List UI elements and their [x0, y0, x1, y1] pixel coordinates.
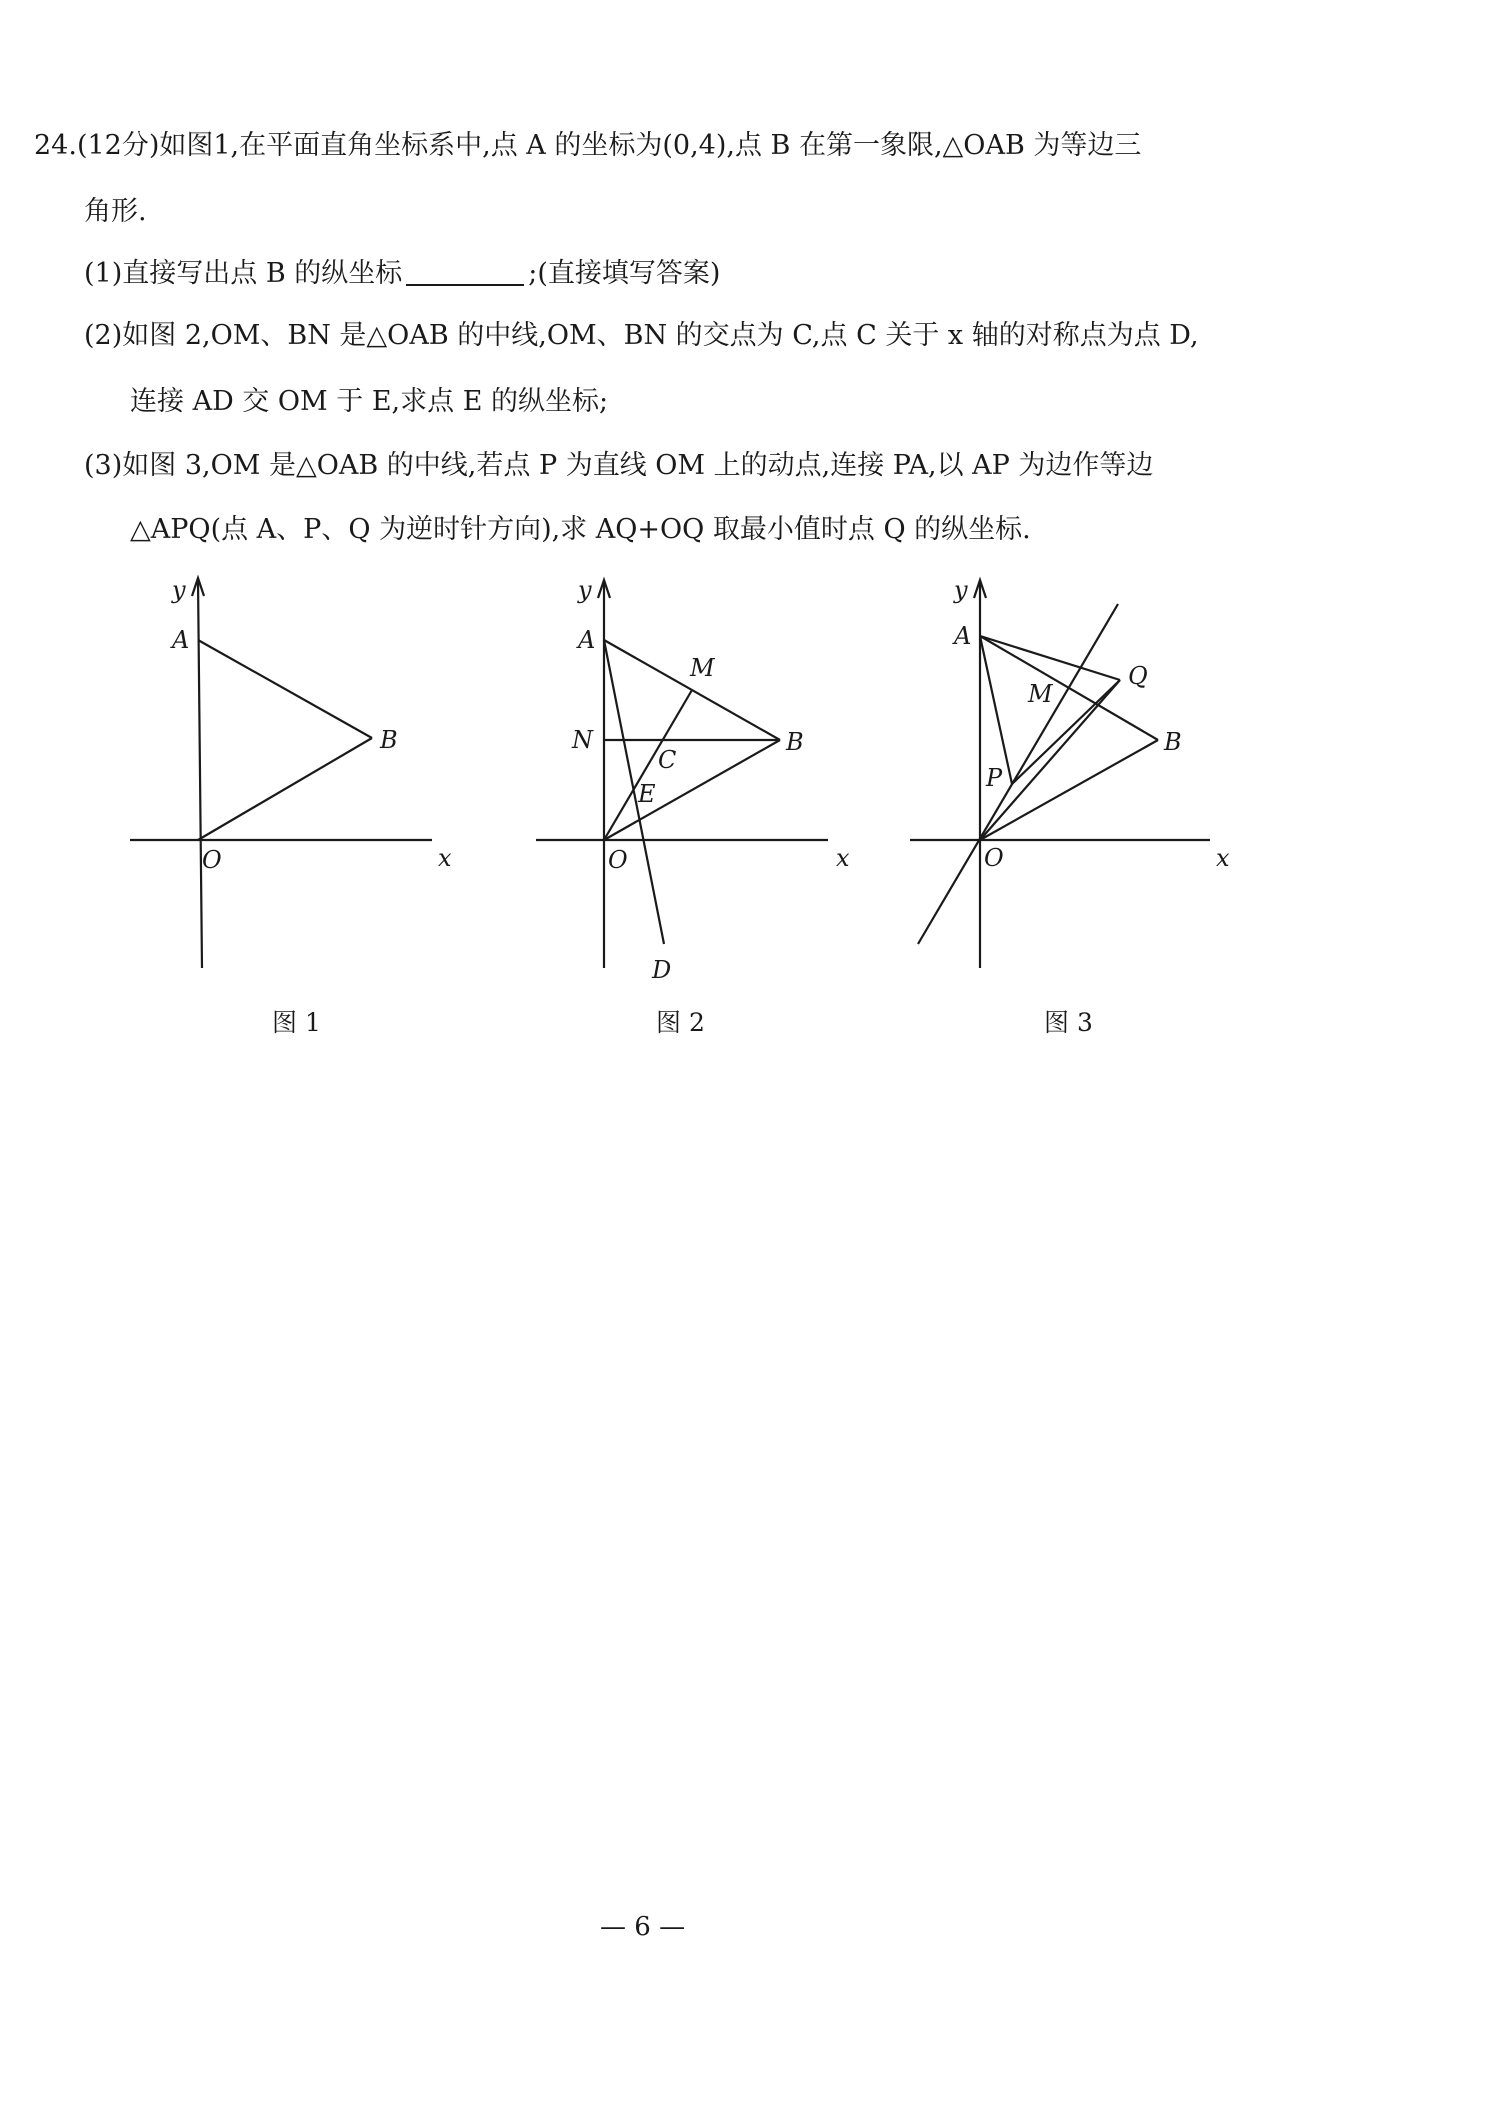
fig2-label-d: D: [652, 956, 672, 984]
page-number: — 6 —: [600, 1912, 686, 1942]
fig2-label-y: y: [578, 576, 592, 604]
question-line-1: 24.(12分)如图1,在平面直角坐标系中,点 A 的坐标为(0,4),点 B 在第一象限,△OAB 为等边三: [34, 130, 1142, 161]
part-1-suffix: ;(直接填写答案): [528, 258, 721, 289]
fig2-label-n: N: [572, 726, 593, 754]
fig1-label-y: y: [172, 576, 186, 604]
fig2-label-b: B: [786, 728, 804, 756]
fig2-label-m: M: [690, 654, 715, 682]
fig1-label-o: O: [202, 846, 222, 874]
fig2-segment-ob: [604, 740, 780, 840]
fig2-label-e: E: [638, 780, 656, 808]
fig1-segment-ob: [198, 738, 372, 840]
fig1-label-a: A: [172, 626, 190, 654]
part-1-text: (1)直接写出点 B 的纵坐标: [84, 258, 403, 289]
fig2-label-c: C: [658, 746, 677, 774]
fig1-label-b: B: [380, 726, 398, 754]
part-3-line-2: △APQ(点 A、P、Q 为逆时针方向),求 AQ+OQ 取最小值时点 Q 的纵坐标.: [130, 514, 1031, 545]
fig3-segment-ap: [980, 636, 1012, 784]
figure-1-caption: 图 1: [272, 1008, 321, 1037]
part-3-line-1: (3)如图 3,OM 是△OAB 的中线,若点 P 为直线 OM 上的动点,连接 PA,以 AP 为边作等边: [84, 450, 1154, 481]
fig1-y-axis: [198, 580, 202, 968]
fig3-label-a: A: [954, 622, 972, 650]
part-2-line-2: 连接 AD 交 OM 于 E,求点 E 的纵坐标;: [130, 386, 609, 417]
figure-2-caption: 图 2: [656, 1008, 705, 1037]
part-2-line-1: (2)如图 2,OM、BN 是△OAB 的中线,OM、BN 的交点为 C,点 C 关于 x 轴的对称点为点 D,: [84, 320, 1199, 351]
fig3-segment-aq: [980, 636, 1120, 680]
fig3-label-x: x: [1216, 844, 1230, 872]
figure-3-caption: 图 3: [1044, 1008, 1093, 1037]
fig1-segment-ab: [198, 640, 372, 738]
fig3-line-om: [918, 604, 1118, 944]
fig3-label-y: y: [954, 576, 968, 604]
question-line-2: 角形.: [84, 196, 147, 227]
fig3-label-q: Q: [1128, 662, 1148, 690]
fig3-label-b: B: [1164, 728, 1182, 756]
fig2-label-x: x: [836, 844, 850, 872]
fig1-label-x: x: [438, 844, 452, 872]
fig3-label-m: M: [1028, 680, 1053, 708]
fig2-label-a: A: [578, 626, 596, 654]
fig3-label-o: O: [984, 844, 1004, 872]
fig2-label-o: O: [608, 846, 628, 874]
fig3-label-p: P: [986, 764, 1003, 792]
